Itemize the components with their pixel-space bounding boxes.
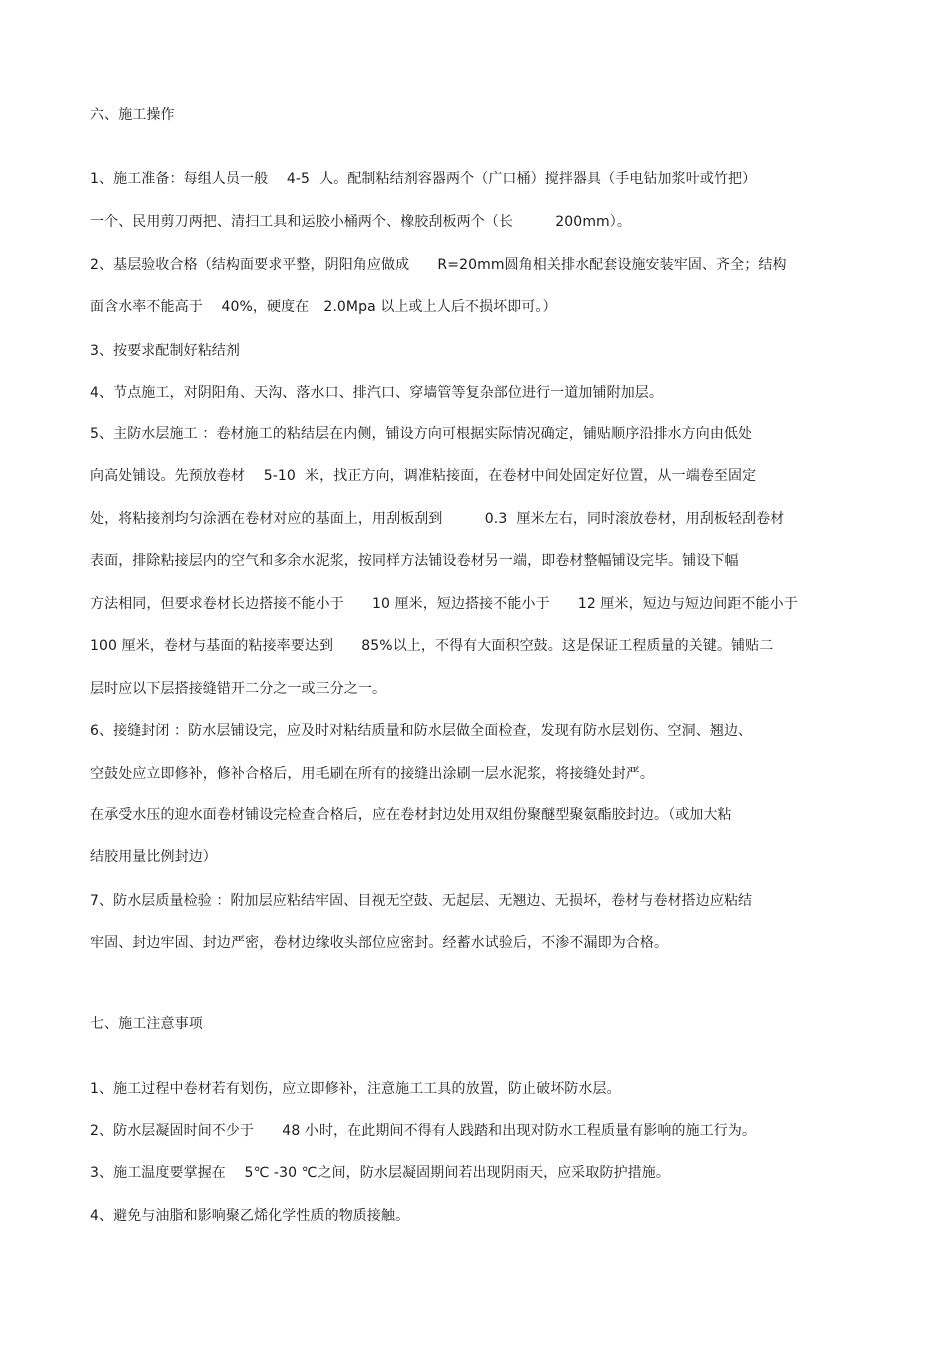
paragraph-line: 面含水率不能高于 40%，硬度在 2.0Mpa 以上或上人后不损坏即可。）: [90, 299, 557, 315]
section-heading: 七、施工注意事项: [90, 1016, 203, 1032]
paragraph-line: 1、施工准备：每组人员一般 4-5 人。配制粘结剂容器两个（广口桶）搅拌器具（手电钻加浆叶或竹把）: [90, 171, 757, 187]
paragraph-line: 7、防水层质量检验 ：附加层应粘结牢固、目视无空鼓、无起层、无翘边、无损坏，卷材与卷材搭边应粘结: [90, 893, 753, 909]
paragraph-line: 100 厘米，卷材与基面的粘接率要达到 85%以上，不得有大面积空鼓。这是保证工程质量的关键。铺贴二: [90, 638, 774, 654]
paragraph-line: 4、避免与油脂和影响聚乙烯化学性质的物质接触。: [90, 1208, 410, 1224]
paragraph-line: 结胶用量比例封边）: [90, 849, 217, 865]
paragraph-line: 一个、民用剪刀两把、清扫工具和运胶小桶两个、橡胶刮板两个（长 200mm）。: [90, 214, 631, 230]
paragraph-line: 5、主防水层施工 ：卷材施工的粘结层在内侧，铺设方向可根据实际情况确定，铺贴顺序沿排水方向由低处: [90, 426, 753, 442]
paragraph-line: 在承受水压的迎水面卷材铺设完检查合格后，应在卷材封边处用双组份聚醚型聚氨酯胶封边。（或加大粘: [90, 807, 732, 823]
paragraph-line: 处，将粘接剂均匀涂洒在卷材对应的基面上，用刮板刮到 0.3 厘米左右，同时滚放卷材，用刮板轻刮卷材: [90, 511, 785, 527]
paragraph-line: 表面，排除粘接层内的空气和多余水泥浆，按同样方法铺设卷材另一端，即卷材整幅铺设完毕。铺设下幅: [90, 553, 739, 569]
paragraph-line: 3、按要求配制好粘结剂: [90, 343, 241, 359]
paragraph-line: 向高处铺设。先预放卷材 5-10 米，找正方向，调准粘接面，在卷材中间处固定好位置，从一端卷至固定: [90, 468, 757, 484]
paragraph-line: 空鼓处应立即修补，修补合格后，用毛刷在所有的接缝出涂刷一层水泥浆，将接缝处封严。: [90, 766, 654, 782]
paragraph-line: 2、防水层凝固时间不少于 48 小时，在此期间不得有人践踏和出现对防水工程质量有影响的施工行为。: [90, 1123, 757, 1139]
paragraph-line: 4、节点施工，对阴阳角、天沟、落水口、排汽口、穿墙管等复杂部位进行一道加铺附加层。: [90, 385, 664, 401]
paragraph-line: 层时应以下层搭接缝错开二分之一或三分之一。: [90, 681, 387, 697]
paragraph-line: 3、施工温度要掌握在 5℃ -30 ℃之间，防水层凝固期间若出现阴雨天，应采取防护措施。: [90, 1165, 670, 1181]
paragraph-line: 方法相同，但要求卷材长边搭接不能小于 10 厘米，短边搭接不能小于 12 厘米，短边与短边间距不能小于: [90, 596, 798, 612]
paragraph-line: 1、施工过程中卷材若有划伤，应立即修补，注意施工工具的放置，防止破坏防水层。: [90, 1081, 621, 1097]
section-heading: 六、施工操作: [90, 107, 175, 123]
paragraph-line: 6、接缝封闭 ：防水层铺设完，应及时对粘结质量和防水层做全面检查，发现有防水层划伤、空洞、翘边、: [90, 723, 753, 739]
paragraph-line: 牢固、封边牢固、封边严密，卷材边缘收头部位应密封。经蓄水试验后，不渗不漏即为合格。: [90, 935, 669, 951]
paragraph-line: 2、基层验收合格（结构面要求平整，阴阳角应做成 R=20mm圆角相关排水配套设施安装牢固、齐全；结构: [90, 257, 787, 273]
